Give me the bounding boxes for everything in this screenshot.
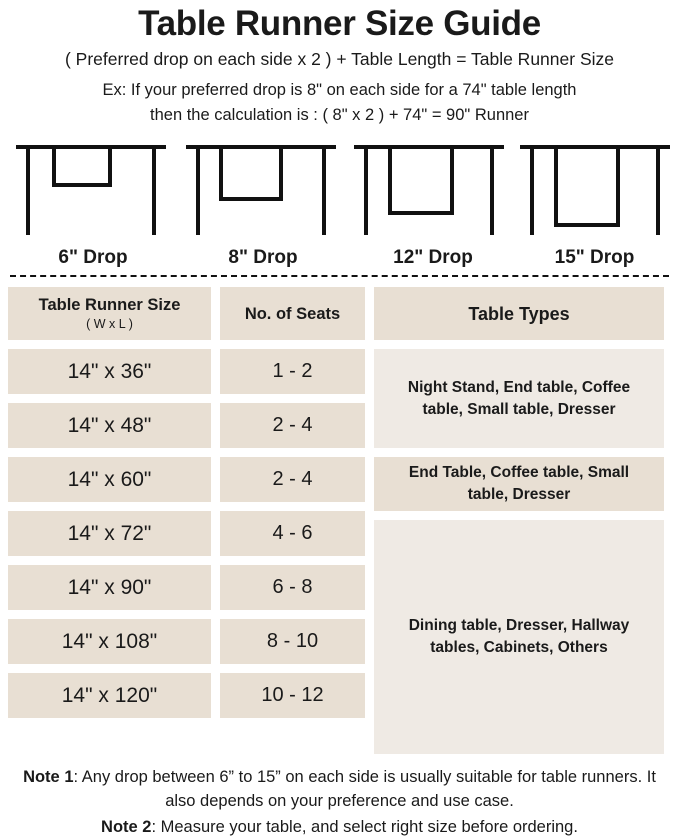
example-line-2: then the calculation is : ( 8" x 2 ) + 74" = 90" Runner (150, 105, 529, 124)
column-runner-size (8, 287, 211, 754)
drop-label-12: 12" Drop (393, 247, 473, 269)
drop-labels-row (8, 247, 671, 269)
note-1 (8, 766, 671, 814)
table-row: 14" x 108" (8, 619, 211, 664)
table-type-group-3: Dining table, Dresser, Hallway tables, Cabinets, Others (374, 520, 664, 754)
note-1-label: Note 1 (23, 768, 74, 787)
table-row: 6 - 8 (220, 565, 365, 610)
table-row: 14" x 48" (8, 403, 211, 448)
header-runner-size (8, 287, 211, 340)
table-row: 14" x 36" (8, 349, 211, 394)
note-2 (8, 816, 671, 840)
drop-label-15: 15" Drop (554, 247, 635, 269)
note-1-text: : Any drop between 6” to 15” on each side is usually suitable for table runners. It also depends on your preference and use case. (73, 768, 656, 811)
divider (10, 275, 669, 277)
table-row: 8 - 10 (220, 619, 365, 664)
example-line-1: Ex: If your preferred drop is 8" on each side for a 74" table length (102, 80, 577, 99)
table-row: 2 - 4 (220, 403, 365, 448)
notes-section (8, 766, 671, 840)
column-table-types (374, 287, 664, 754)
table-row: 1 - 2 (220, 349, 365, 394)
table-type-group-2: End Table, Coffee table, Small table, Dresser (374, 457, 664, 511)
note-2-label: Note 2 (101, 818, 152, 837)
header-seats: No. of Seats (220, 287, 365, 340)
table-row: 4 - 6 (220, 511, 365, 556)
size-table (8, 287, 671, 754)
table-type-group-1: Night Stand, End table, Coffee table, Small table, Dresser (374, 349, 664, 448)
drop-illustration-svg (8, 135, 671, 241)
drop-label-6: 6" Drop (58, 247, 128, 269)
table-row: 14" x 72" (8, 511, 211, 556)
drop-illustrations (8, 135, 671, 245)
header-runner-size-label: Table Runner Size (38, 296, 181, 315)
formula-line: ( Preferred drop on each side x 2 ) + Table Length = Table Runner Size (64, 49, 614, 70)
note-2-text: : Measure your table, and select right size before ordering. (151, 818, 578, 837)
table-row: 14" x 60" (8, 457, 211, 502)
page-title: Table Runner Size Guide (138, 4, 541, 43)
table-row: 14" x 120" (8, 673, 211, 718)
table-row: 14" x 90" (8, 565, 211, 610)
header-table-types: Table Types (374, 287, 664, 340)
table-row: 2 - 4 (220, 457, 365, 502)
header-runner-size-sub: ( W x L ) (86, 316, 133, 331)
drop-label-8: 8" Drop (228, 247, 298, 269)
table-row: 10 - 12 (220, 673, 365, 718)
column-seats (220, 287, 365, 754)
size-guide-page (0, 4, 679, 837)
